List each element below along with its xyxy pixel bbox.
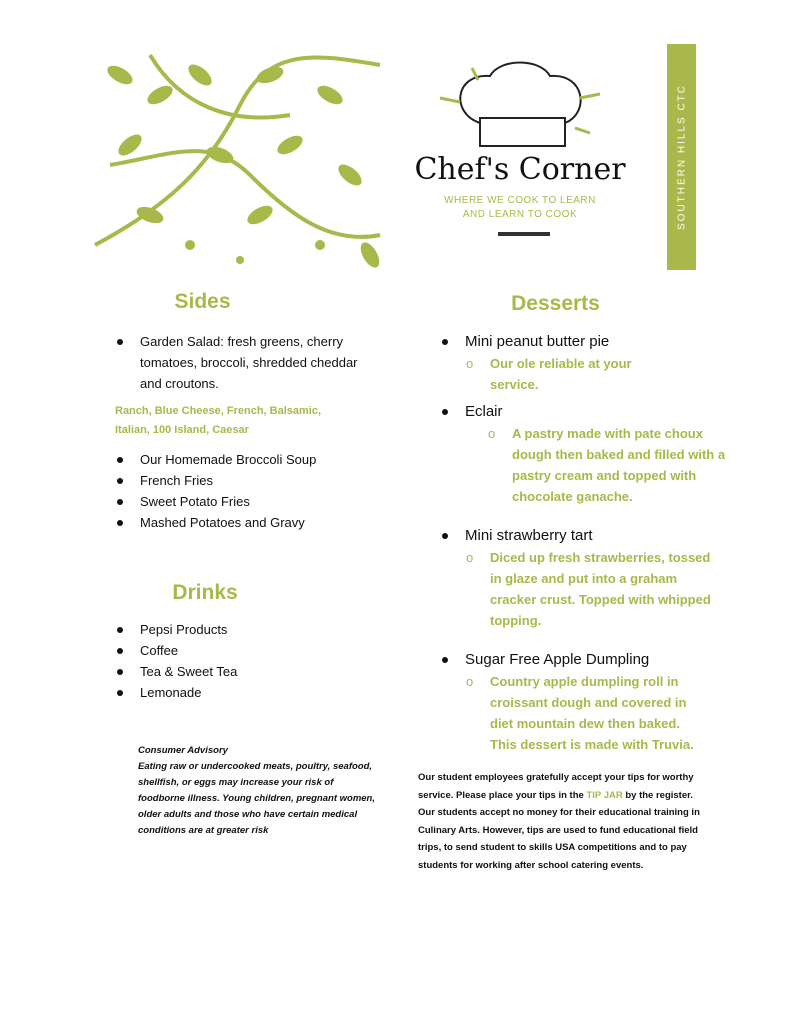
dessert-item: Sugar Free Apple Dumpling bbox=[440, 649, 705, 671]
desserts-list bbox=[440, 331, 726, 755]
dessert-description: o A pastry made with pate choux dough then baked and filled with a pastry cream and topped with chocolate ganache. bbox=[484, 423, 727, 507]
sides-salad-list bbox=[115, 331, 365, 394]
dessert-description: o Country apple dumpling roll in croissant dough and covered in diet mountain dew then baked. This dessert is made with Truvia. bbox=[462, 671, 710, 755]
side-banner bbox=[667, 44, 696, 270]
desserts-heading: Desserts bbox=[511, 292, 600, 315]
list-item: Sweet Potato Fries bbox=[115, 491, 365, 512]
tip-text-before: Our student employees gratefully accept your tips for worthy service. Please place your tips in the bbox=[418, 772, 694, 801]
list-item: French Fries bbox=[115, 470, 365, 491]
list-item: Tea & Sweet Tea bbox=[115, 661, 365, 682]
side-banner-text: SOUTHERN HILLS CTC bbox=[676, 83, 687, 231]
drinks-list bbox=[115, 619, 365, 703]
left-column bbox=[115, 288, 375, 839]
logo-divider bbox=[498, 232, 550, 236]
chef-hat-illustration bbox=[430, 58, 610, 153]
list-item: Mashed Potatoes and Gravy bbox=[115, 512, 365, 533]
list-item: Lemonade bbox=[115, 682, 365, 703]
tip-jar-highlight: TIP JAR bbox=[586, 789, 623, 801]
advisory-title: Consumer Advisory bbox=[138, 745, 228, 756]
dessert-item: Mini strawberry tart bbox=[440, 525, 705, 547]
drinks-heading: Drinks bbox=[172, 581, 238, 604]
advisory-text: Eating raw or undercooked meats, poultry, seafood, shellfish, or eggs may increase your risk of foodborne illness. Young children, pregnant women, older adults and those who have certain medical conditions are at greater risk bbox=[138, 761, 375, 836]
sides-list bbox=[115, 449, 365, 533]
list-item: Coffee bbox=[115, 640, 365, 661]
dessert-description: o Diced up fresh strawberries, tossed in glaze and put into a graham cracker crust. Topped with whipped topping. bbox=[462, 547, 715, 631]
list-item: Pepsi Products bbox=[115, 619, 365, 640]
tagline-line-1: WHERE WE COOK TO LEARN bbox=[444, 195, 596, 206]
list-item: Our Homemade Broccoli Soup bbox=[115, 449, 365, 470]
dessert-item: Eclair bbox=[440, 401, 705, 423]
tip-notice bbox=[418, 769, 703, 874]
consumer-advisory bbox=[138, 743, 378, 839]
dressing-options: Ranch, Blue Cheese, French, Balsamic, Italian, 100 Island, Caesar bbox=[115, 405, 322, 436]
logo-title: Chef's Corner bbox=[414, 152, 626, 187]
logo-tagline bbox=[405, 194, 635, 222]
vine-illustration bbox=[90, 45, 390, 270]
dessert-description: o Our ole reliable at your service. bbox=[462, 353, 670, 395]
tip-text-after: by the register. Our students accept no money for their educational training in Culinary Arts. However, tips are used to fund educational field trips, to send student to skills USA competitions and to pay students for working after school catering events. bbox=[418, 789, 700, 871]
dessert-item: Mini peanut butter pie bbox=[440, 331, 705, 353]
list-item: Garden Salad: fresh greens, cherry tomatoes, broccoli, shredded cheddar and croutons. bbox=[115, 331, 365, 394]
right-column bbox=[418, 290, 726, 874]
tagline-line-2: AND LEARN TO COOK bbox=[462, 209, 578, 220]
sides-heading: Sides bbox=[174, 290, 231, 313]
